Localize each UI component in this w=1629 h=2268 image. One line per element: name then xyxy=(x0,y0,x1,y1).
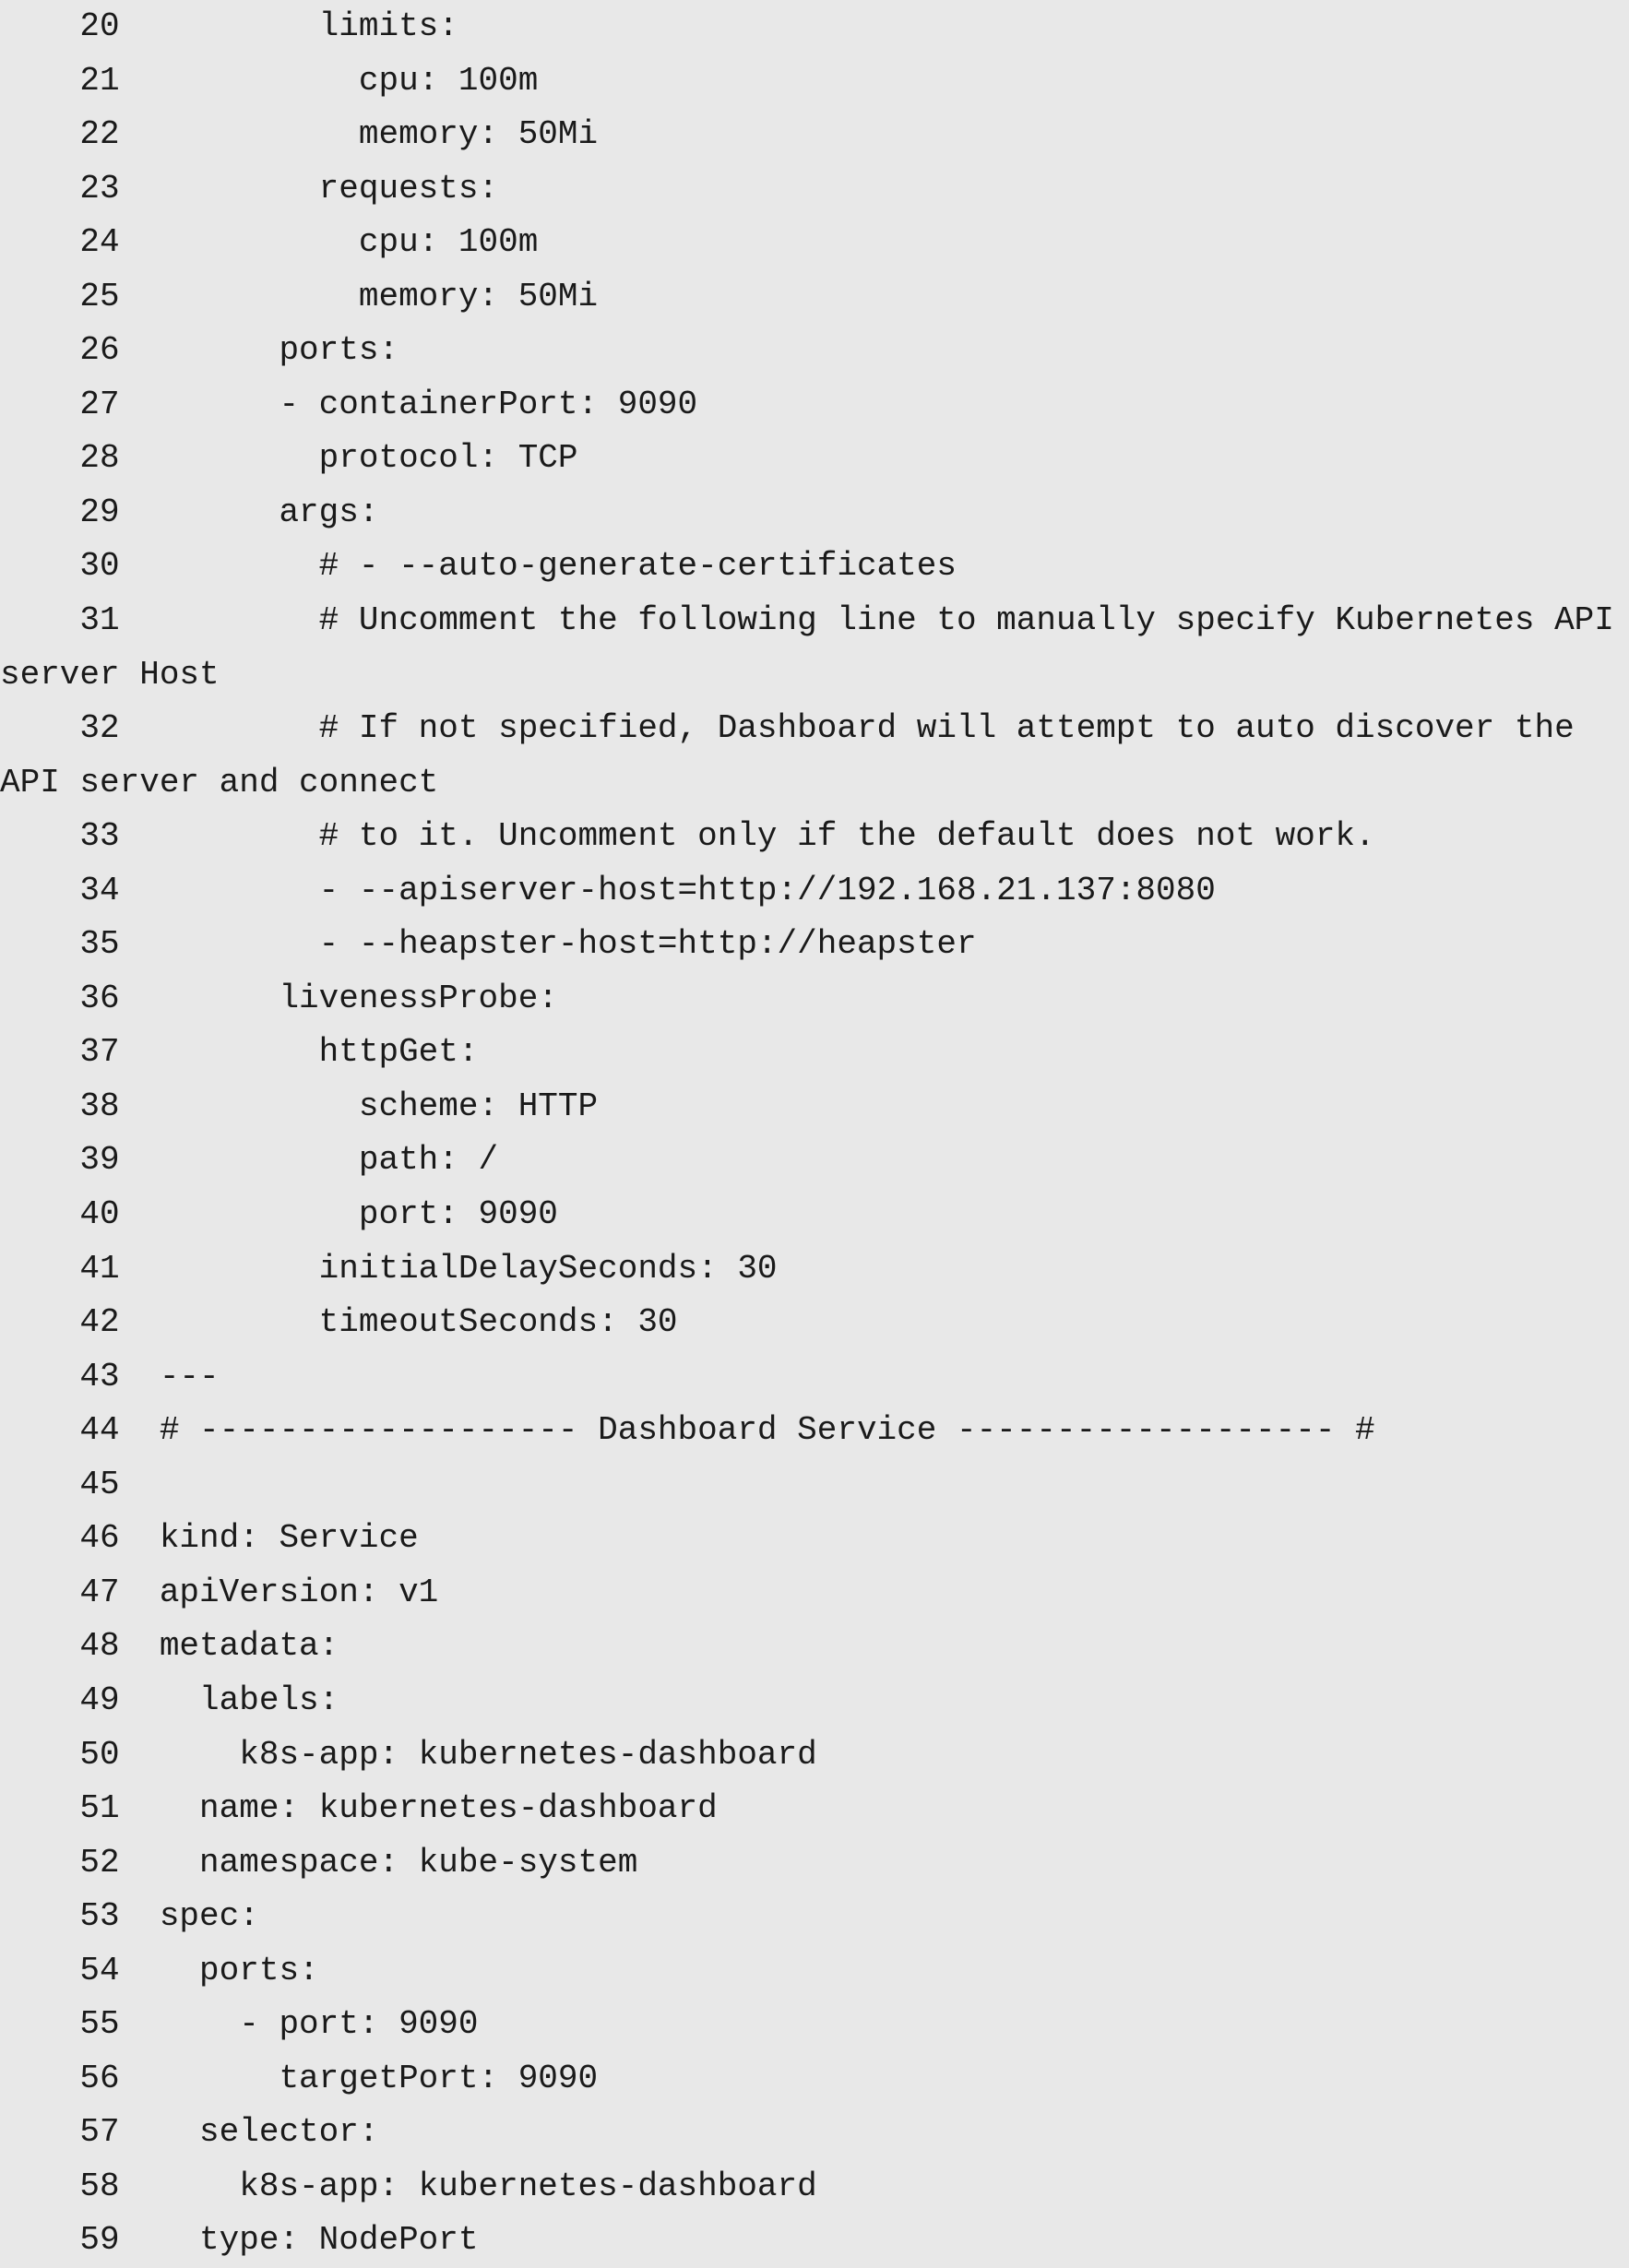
code-line-text: 40 port: 9090 xyxy=(0,1195,558,1234)
code-line xyxy=(0,1296,1629,1350)
code-line xyxy=(0,1080,1629,1134)
code-line xyxy=(0,594,1629,648)
code-line-text: 56 targetPort: 9090 xyxy=(0,2059,599,2097)
code-line xyxy=(0,756,1629,811)
code-line-text: 30 # - --auto-generate-certificates xyxy=(0,547,957,586)
code-line-text: 21 cpu: 100m xyxy=(0,61,539,100)
code-line-text: 58 k8s-app: kubernetes-dashboard xyxy=(0,2167,817,2205)
code-line-text: API server and connect xyxy=(0,763,439,802)
code-line xyxy=(0,1350,1629,1405)
code-line-text: 31 # Uncomment the following line to manually specify Kubernetes API xyxy=(0,601,1614,640)
code-line xyxy=(0,1188,1629,1242)
code-line-text: 44 # ------------------- Dashboard Service ------------------- # xyxy=(0,1411,1375,1450)
code-line-text: 45 xyxy=(0,1465,120,1503)
code-line xyxy=(0,864,1629,919)
code-line-text: 51 name: kubernetes-dashboard xyxy=(0,1789,718,1828)
code-line xyxy=(0,1458,1629,1513)
code-line xyxy=(0,810,1629,864)
code-line-text: 48 metadata: xyxy=(0,1627,339,1666)
code-line xyxy=(0,1674,1629,1728)
code-line xyxy=(0,108,1629,162)
code-line-text: 26 ports: xyxy=(0,331,399,370)
code-line xyxy=(0,2106,1629,2160)
code-line-text: 29 args: xyxy=(0,493,379,531)
code-line-text: 54 ports: xyxy=(0,1951,319,1989)
code-line xyxy=(0,162,1629,217)
code-line-text: server Host xyxy=(0,655,220,694)
code-line xyxy=(0,270,1629,325)
code-line-text: 36 livenessProbe: xyxy=(0,979,558,1017)
code-line xyxy=(0,540,1629,594)
code-line-text: 55 - port: 9090 xyxy=(0,2005,479,2044)
code-line xyxy=(0,1026,1629,1080)
code-line xyxy=(0,1566,1629,1621)
code-line xyxy=(0,1998,1629,2052)
code-line xyxy=(0,1890,1629,1944)
code-line-text: 32 # If not specified, Dashboard will attempt to auto discover the xyxy=(0,709,1575,748)
code-line xyxy=(0,378,1629,433)
code-line-text: 23 requests: xyxy=(0,169,499,208)
code-line-text: 37 httpGet: xyxy=(0,1033,479,1072)
code-line xyxy=(0,486,1629,540)
code-line xyxy=(0,2160,1629,2215)
code-line xyxy=(0,1404,1629,1458)
code-line-text: 25 memory: 50Mi xyxy=(0,277,599,315)
code-line-text: 53 spec: xyxy=(0,1897,259,1936)
code-line-text: 39 path: / xyxy=(0,1141,499,1180)
code-line xyxy=(0,2214,1629,2268)
code-line xyxy=(0,324,1629,378)
code-line-text: 57 selector: xyxy=(0,2113,379,2152)
code-line xyxy=(0,648,1629,703)
code-line xyxy=(0,918,1629,972)
code-line-text: 38 scheme: HTTP xyxy=(0,1087,599,1125)
code-line xyxy=(0,1134,1629,1188)
code-line xyxy=(0,1728,1629,1783)
code-line-text: 47 apiVersion: v1 xyxy=(0,1573,439,1611)
code-line xyxy=(0,432,1629,486)
code-line xyxy=(0,216,1629,270)
code-line xyxy=(0,54,1629,109)
code-line xyxy=(0,972,1629,1027)
code-line-text: 24 cpu: 100m xyxy=(0,223,539,262)
code-line xyxy=(0,1782,1629,1836)
code-line-text: 46 kind: Service xyxy=(0,1519,419,1558)
code-line-text: 41 initialDelaySeconds: 30 xyxy=(0,1249,778,1288)
code-line xyxy=(0,0,1629,54)
code-line xyxy=(0,702,1629,756)
code-line-text: 52 namespace: kube-system xyxy=(0,1843,638,1882)
code-line xyxy=(0,1836,1629,1891)
code-line xyxy=(0,1620,1629,1674)
code-line-text: 28 protocol: TCP xyxy=(0,439,578,478)
code-line-text: 50 k8s-app: kubernetes-dashboard xyxy=(0,1735,817,1774)
code-line-text: 42 timeoutSeconds: 30 xyxy=(0,1303,678,1342)
code-line-text: 59 type: NodePort xyxy=(0,2221,479,2260)
code-line-text: 43 --- xyxy=(0,1357,220,1395)
code-line-text: 35 - --heapster-host=http://heapster xyxy=(0,925,977,964)
code-line-text: 33 # to it. Uncomment only if the default does not work. xyxy=(0,817,1375,856)
code-line xyxy=(0,1944,1629,1999)
code-line-text: 49 labels: xyxy=(0,1680,339,1719)
code-line-text: 34 - --apiserver-host=http://192.168.21.137:8080 xyxy=(0,871,1216,909)
code-line-text: 27 - containerPort: 9090 xyxy=(0,385,698,423)
code-line xyxy=(0,1242,1629,1297)
code-line-text: 20 limits: xyxy=(0,7,458,45)
code-line xyxy=(0,1512,1629,1566)
code-line-text: 22 memory: 50Mi xyxy=(0,115,599,154)
code-line xyxy=(0,2052,1629,2107)
